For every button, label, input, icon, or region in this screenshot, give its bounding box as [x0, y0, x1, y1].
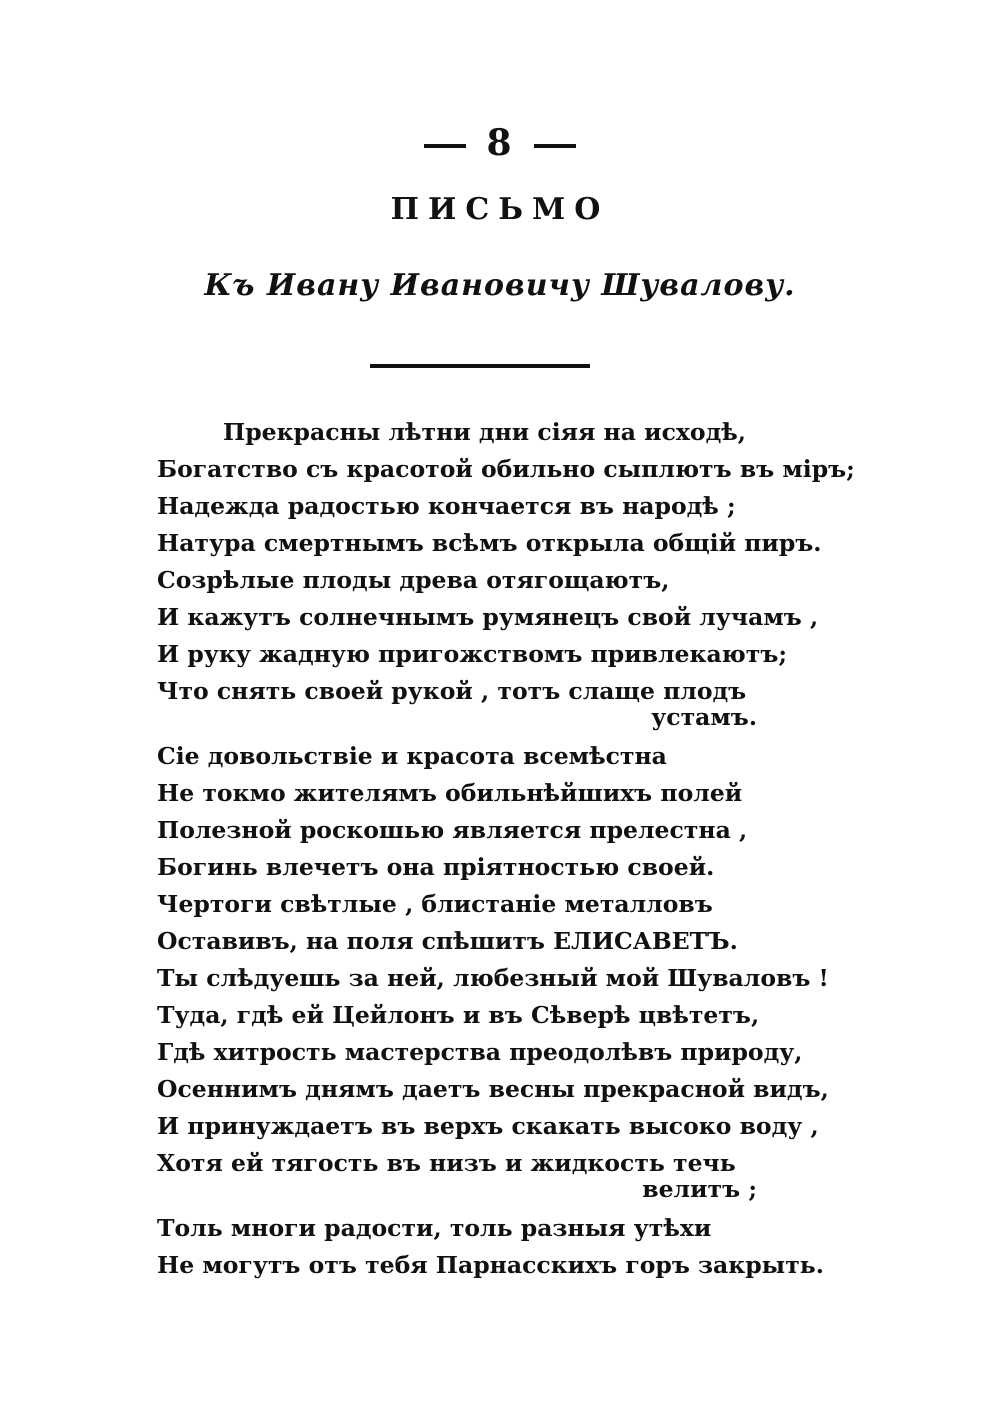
header-dash-left	[424, 144, 466, 148]
poem-line: Натура смертнымъ всѣмъ открыла общій пиръ.	[157, 529, 822, 557]
poem-line: Чертоги свѣтлые , блистаніе металловъ	[157, 890, 713, 918]
section-divider	[370, 364, 590, 368]
poem-line: Не токмо жителямъ обильнѣйшихъ полей	[157, 779, 743, 807]
poem-line: Богинь влечетъ она пріятностью своей.	[157, 853, 715, 881]
poem-line: Надежда радостью кончается въ народѣ ;	[157, 492, 736, 520]
poem-line: Сіе довольствіе и красота всемѣстна	[157, 742, 667, 770]
page-number: 8	[486, 122, 514, 164]
poem-line: Туда, гдѣ ей Цейлонъ и въ Сѣверѣ цвѣтетъ,	[157, 1001, 760, 1029]
poem-line: Толь многи радости, толь разныя утѣхи	[157, 1214, 712, 1242]
letter-addressee: Къ Ивану Ивановичу Шувалову.	[204, 268, 796, 303]
poem-line: И руку жадную пригожствомъ привлекаютъ;	[157, 640, 788, 668]
poem-line: Полезной роскошью является прелестна ,	[157, 816, 748, 844]
poem-line: Не могутъ отъ тебя Парнасскихъ горъ закрыть.	[157, 1251, 824, 1279]
poem-line: Богатство съ красотой обильно сыплютъ въ міръ;	[157, 455, 855, 483]
poem-body	[157, 414, 855, 1284]
poem-line: Что снять своей рукой , тотъ слаще плодъ	[157, 677, 747, 705]
poem-line: И кажутъ солнечнымъ румянецъ свой лучамъ ,	[157, 603, 819, 631]
poem-line: И принуждаетъ въ верхъ скакать высоко воду ,	[157, 1112, 819, 1140]
header-dash-right	[534, 144, 576, 148]
page-header	[0, 122, 1000, 164]
poem-line: Гдѣ хитрость мастерства преодолѣвъ природу,	[157, 1038, 803, 1066]
poem-line: Осеннимъ днямъ даетъ весны прекрасной видъ,	[157, 1075, 829, 1103]
poem-line: Хотя ей тягость въ низъ и жидкость течь	[157, 1149, 736, 1177]
letter-title: ПИСЬМО	[390, 192, 610, 227]
poem-line-turnover: устамъ.	[651, 703, 757, 731]
poem-line: Оставивъ, на поля спѣшитъ ЕЛИСАВЕТЪ.	[157, 927, 738, 955]
poem-line-turnover: велитъ ;	[642, 1175, 757, 1203]
poem-line: Ты слѣдуешь за ней, любезный мой Шуваловъ !	[157, 964, 829, 992]
poem-line: Прекрасны лѣтни дни сіяя на исходѣ,	[223, 418, 746, 446]
poem-line: Созрѣлые плоды древа отягощаютъ,	[157, 566, 670, 594]
